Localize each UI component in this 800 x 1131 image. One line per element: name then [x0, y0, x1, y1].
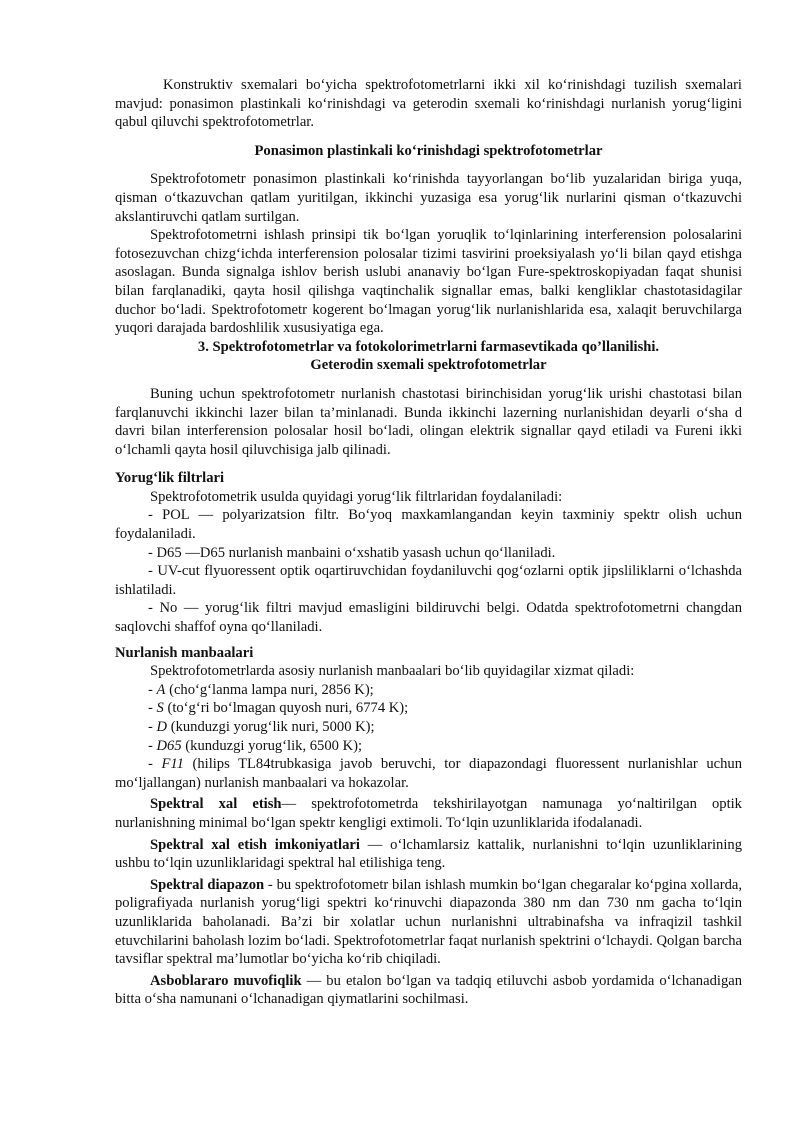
filter-item-no: - No — yorug‘lik filtri mavjud emasligini bildiruvchi belgi. Odatda spektrofotometrni changdan saqlovchi shaffof oyna qo‘llaniladi.	[115, 600, 742, 636]
definition-term: Spektral xal etish imkoniyatlari	[150, 836, 360, 853]
filter-item-pol: - POL — polyarizatsion filtr. Bo‘yoq maxkamlangandan keyin taxminiy spektr olish uchun foydalaniladi.	[115, 507, 742, 543]
paragraph-ponasimon-structure: Spektrofotometr ponasimon plastinkali ko‘rinishda tayyorlangan bo‘lib yuzalaridan biriga yuqa, qisman o‘tkazuvchan qatlam yuritilgan, ikkinchi yuzasiga esa yorug‘lik nurlarini qisman o‘tkazuvchi akslantiruvchi qatlam surtilgan.	[115, 171, 742, 225]
definition-resolution-capability: Spektral xal etish imkoniyatlari — o‘lchamlarsiz kattalik, nurlanishni to‘lqin uzunliklarining ushbu to‘lqin uzunliklaridagi spektral hal etilishiga teng.	[115, 836, 742, 872]
heading-geterodin: Geterodin sxemali spektrofotometrlar	[310, 357, 547, 374]
source-item-a: - A (cho‘g‘lanma lampa nuri, 2856 K);	[148, 681, 374, 698]
definition-spectral-range: Spektral diapazon - bu spektrofotometr bilan ishlash mumkin bo‘lgan chegaralar ko‘pgina xollarda, poligrafiyada nurlanish yorug‘ligi spektri ko‘rinuvchi diapazonda 380 nm dan 730 nm gacha to‘lqin uzunliklarida baholanadi. Ba’zi bir xolatlar uchun nurlanishni ultrabinafsha va infraqizil tashkil etuvchilarini baholash lozim bo‘ladi. Spektrofotometrlar faqat nurlanish spektrini o‘lchaydi. Qolgan barcha tavsiflar spektral ma’lumotlar bo‘yicha ko‘rib chiqiladi.	[115, 876, 742, 968]
definition-term: Asboblararo muvofiqlik	[150, 972, 302, 989]
filter-item-uv-cut: - UV-cut flyuoressent optik oqartiruvchidan foydaniluvchi qog‘ozlarni optik jipsliliklarni o‘lchashda ishlatiladi.	[115, 563, 742, 598]
source-item-d65: - D65 (kunduzgi yorug‘lik, 6500 K);	[148, 737, 363, 754]
definition-inter-instrument-agreement: Asboblararo muvofiqlik — bu etalon bo‘lgan va tadqiq etiluvchi asbob yordamida o‘lchanadigan bitta o‘sha namunani o‘lchanadigan qiymatlarini sochilmasi.	[115, 972, 743, 1008]
heading-light-filters: Yorug‘lik filtrlari	[115, 470, 225, 487]
heading-ponasimon: Ponasimon plastinkali ko‘rinishdagi spektrofotometrlar	[254, 142, 603, 159]
definition-term: Spektral xal etish	[150, 796, 282, 813]
document-page	[115, 76, 742, 1009]
heading-radiation-sources: Nurlanish manbaalari	[115, 644, 254, 661]
paragraph-filters-intro: Spektrofotometrik usulda quyidagi yorug‘lik filtrlaridan foydalaniladi:	[150, 488, 563, 505]
source-item-f11: - F11 (hilips TL84trubkasiga javob beruvchi, tor diapazondagi fluoressent nurlanishlar uchun mo‘ljallangan) nurlanish manbaalari va hokazolar.	[115, 756, 742, 791]
intro-paragraph: Konstruktiv sxemalari bo‘yicha spektrofotometrlarni ikki xil ko‘rinishdagi tuzilish sxemalari mavjud: ponasimon plastinkali ko‘rinishdagi va geterodin sxemali ko‘rinishdagi nurlanish yorug‘ligini qabul qiluvchi spektrofotometrlar.	[115, 77, 742, 131]
definition-term: Spektral diapazon	[150, 876, 265, 893]
source-item-d: - D (kunduzgi yorug‘lik nuri, 5000 K);	[148, 719, 375, 735]
source-item-s: - S (to‘g‘ri bo‘lmagan quyosh nuri, 6774 K);	[148, 700, 409, 717]
paragraph-working-principle: Spektrofotometrni ishlash prinsipi tik bo‘lgan yoruqlik to‘lqinlarining interferension polosalarini fotosezuvchan chizg‘ichda interferension polosalar tizimi tasvirini proeksiyalash yo‘li bilan qayd etishga asoslagan. Bunda signalga ishlov berish uslubi ananaviy bo‘lgan Fure-spektroskopiyadan faqat shunisi bilan farqlanadiki, qayta hosil qilishga vaqtinchalik signallar emas, balki kengliklar chastotasidagilar duchor bo‘ladi. Spektrofotometr kogerent bo‘lmagan yorug‘lik nurlanishlarida esa, xalaqit beruvchilarga yuqori darajada bardoshlilik xususiyatiga ega.	[115, 227, 742, 337]
definition-spectral-resolution: Spektral xal etish— spektrofotometrda tekshirilayotgan namunaga yo‘naltirilgan optik nurlanishning minimal bo‘lgan spektr kengligi extimoli. To‘lqin uzunliklarida ifodalanadi.	[115, 796, 742, 831]
paragraph-geterodin: Buning uchun spektrofotometr nurlanish chastotasi birinchisidan yorug‘lik urishi chastotasi bilan farqlanuvchi ikkinchi lazer bilan ta’minlanadi. Bunda ikkinchi lazerning nurlanishidan deyarli o‘sha d davri bilan interferension polosalar hosil bo‘ladi, olingan elektrik signallar qayd etiladi va Fureni ikki o‘lchamli qayta hosil qiluvchisiga jalb qilinadi.	[115, 385, 742, 458]
filter-item-d65: - D65 —D65 nurlanish manbaini o‘xshatib yasash uchun qo‘llaniladi.	[148, 544, 556, 561]
paragraph-sources-intro: Spektrofotometrlarda asosiy nurlanish manbaalari bo‘lib quyidagilar xizmat qiladi:	[150, 663, 635, 680]
heading-section-3: 3. Spektrofotometrlar va fotokolorimetrlarni farmasevtikada qo’llanilishi.	[197, 338, 660, 355]
